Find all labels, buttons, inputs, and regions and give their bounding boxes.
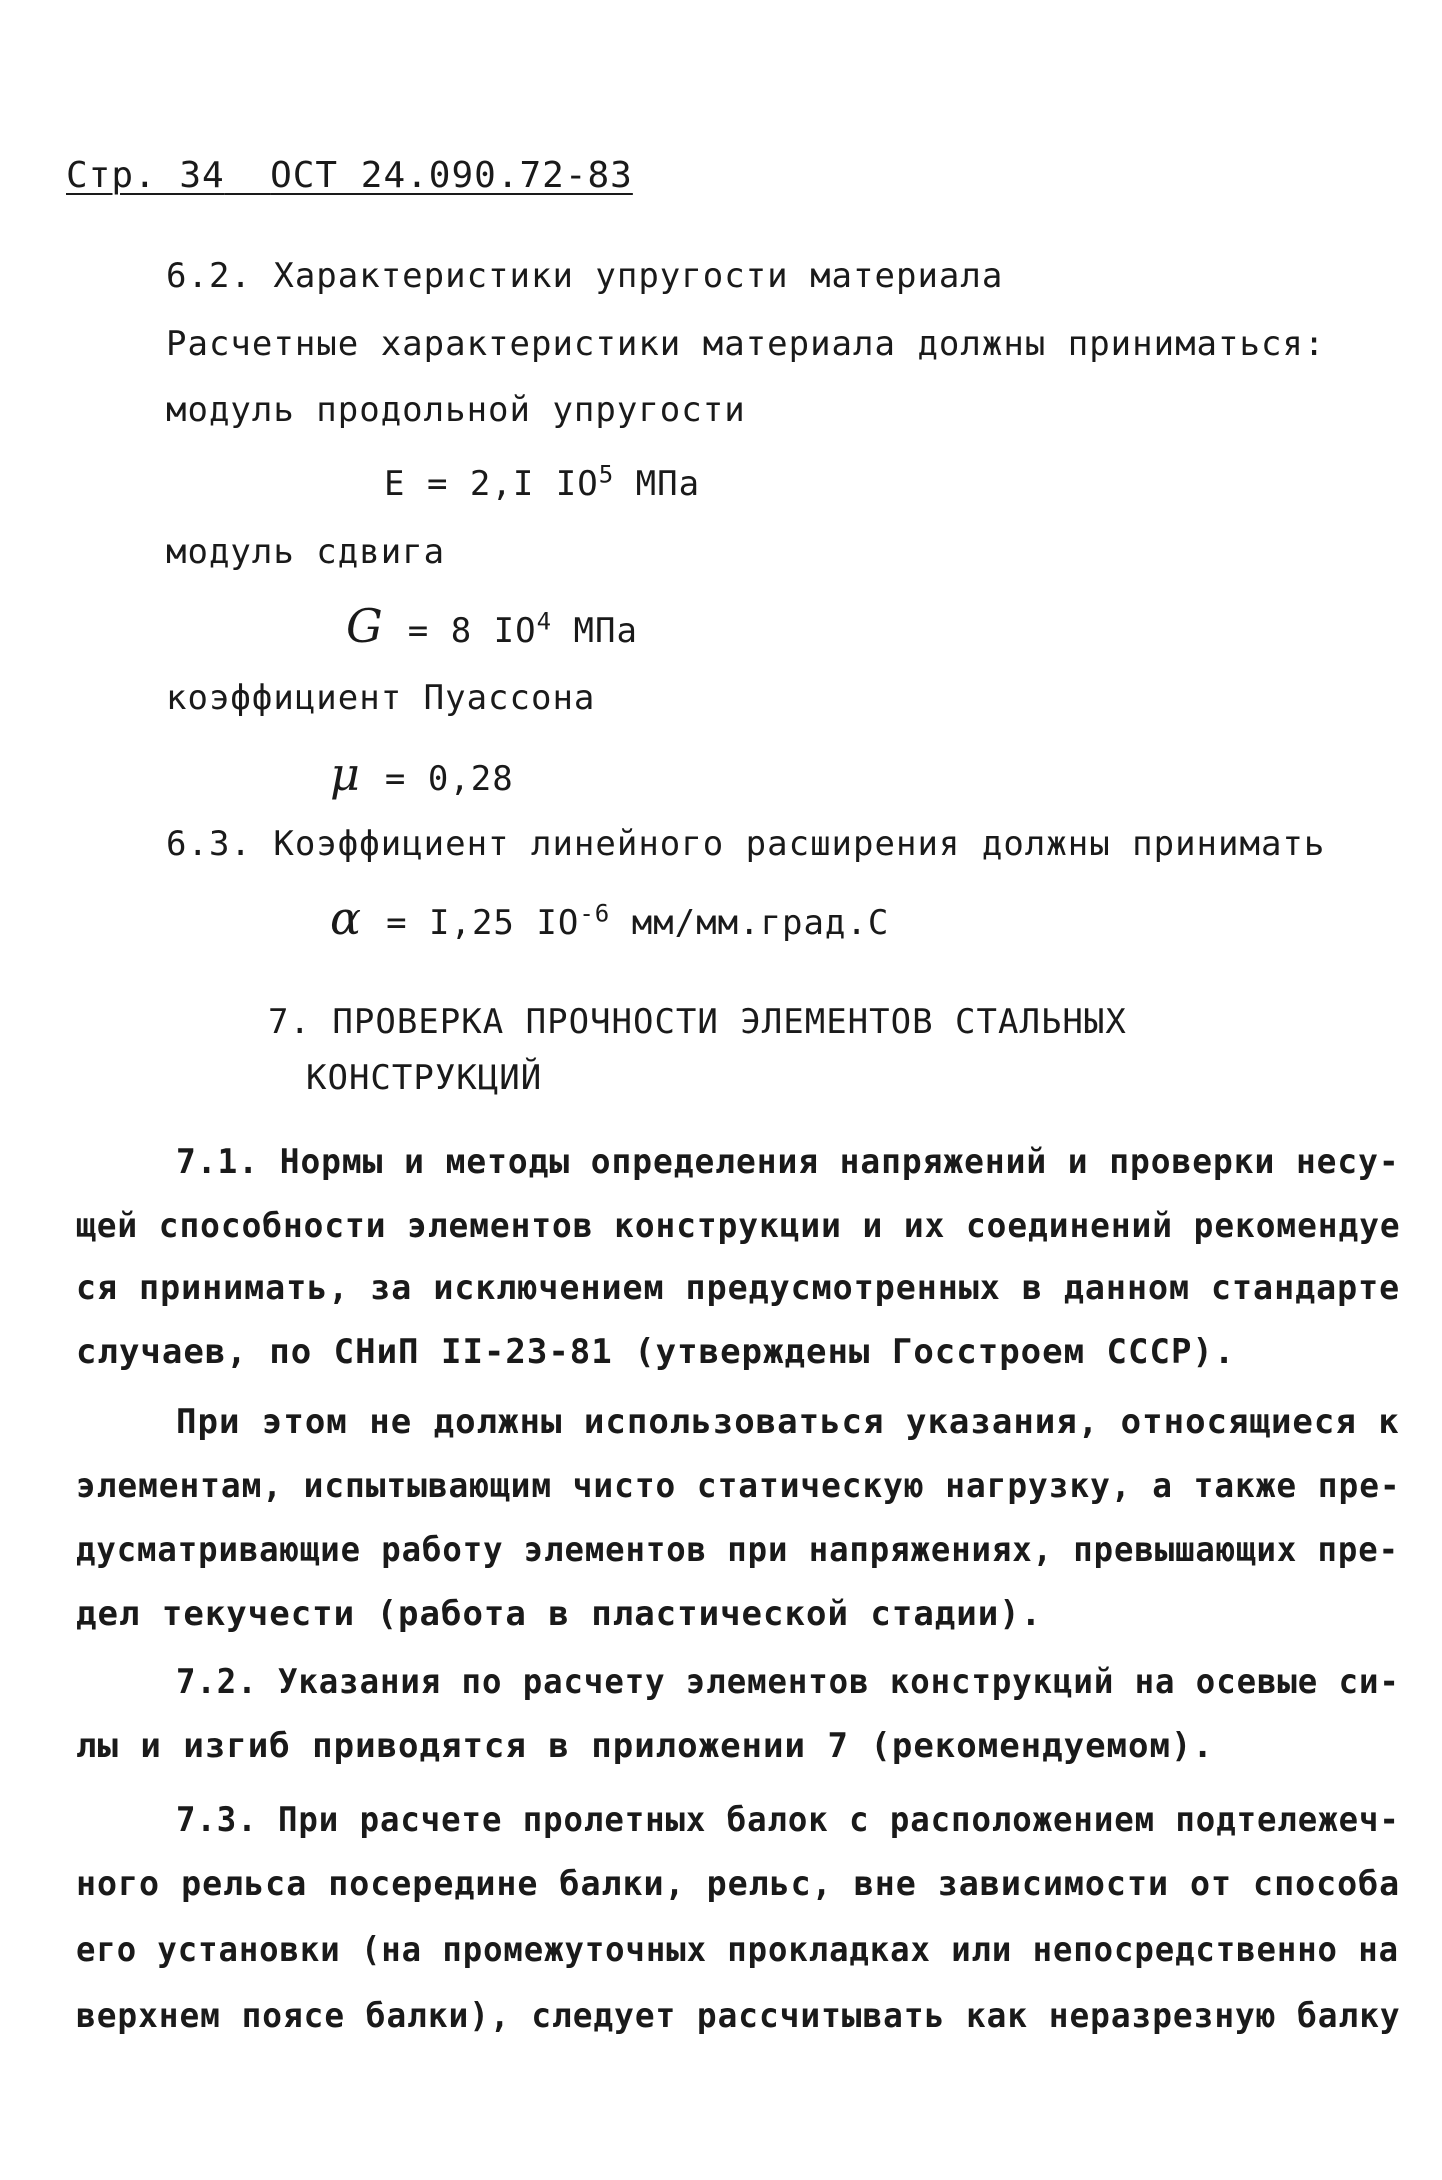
paragraph-7-1b-line: дел текучести (работа в пластической стадии). bbox=[76, 1594, 1043, 1634]
shear-formula: G = 8 $IO^4$ МПа bbox=[346, 599, 638, 653]
section-6-2-intro: Расчетные характеристики материала должны приниматься: bbox=[166, 324, 1326, 364]
expansion-symbol: α bbox=[330, 891, 363, 945]
page-number: Стр. 34 bbox=[66, 155, 225, 196]
paragraph-7-1b-line: При этом не должны использоваться указания, относящиеся к bbox=[176, 1402, 1400, 1442]
paragraph-7-3-line: верхнем поясе балки), следует рассчитывать как неразрезную балку bbox=[76, 1996, 1401, 2036]
paragraph-7-1-line: щей способности элементов конструкции и их соединений рекомендуе bbox=[76, 1206, 1401, 1246]
poisson-formula: μ = 0,28 bbox=[330, 747, 514, 801]
paragraph-7-1-line: случаев, по СНиП II-23-81 (утверждены Госстроем СССР). bbox=[76, 1332, 1236, 1372]
page-header bbox=[66, 154, 633, 198]
section-7-title-line2: КОНСТРУКЦИЙ bbox=[306, 1058, 543, 1098]
paragraph-7-2-line: лы и изгиб приводятся в приложении 7 (рекомендуемом). bbox=[76, 1726, 1214, 1766]
paragraph-7-1b-line: элементам, испытывающим чисто статическую нагрузку, а также пре- bbox=[76, 1466, 1401, 1506]
paragraph-7-3-line: его установки (на промежуточных прокладках или непосредственно на bbox=[76, 1930, 1399, 1970]
section-6-2-title: 6.2. Характеристики упругости материала bbox=[166, 256, 1004, 296]
paragraph-7-2-line: 7.2. Указания по расчету элементов конструкций на осевые си- bbox=[176, 1662, 1400, 1702]
paragraph-7-1b-line: дусматривающие работу элементов при напряжениях, превышающих пре- bbox=[76, 1530, 1399, 1570]
expansion-formula: α = I,25 $IO^{-6}$ мм/мм.град.С bbox=[330, 891, 890, 945]
paragraph-7-1-line: 7.1. Нормы и методы определения напряжений и проверки несу- bbox=[176, 1142, 1400, 1182]
modulus-label: модуль продольной упругости bbox=[166, 390, 746, 430]
shear-label: модуль сдвига bbox=[166, 532, 446, 572]
paragraph-7-3-line: ного рельса посередине балки, рельс, вне зависимости от способа bbox=[76, 1864, 1401, 1904]
modulus-formula: Е = 2,I $IO^5$ МПа bbox=[384, 460, 701, 504]
poisson-symbol: μ bbox=[330, 747, 361, 801]
paragraph-7-3-line: 7.3. При расчете пролетных балок с расположением подтележеч- bbox=[176, 1800, 1400, 1840]
paragraph-7-1-line: ся принимать, за исключением предусмотренных в данном стандарте bbox=[76, 1268, 1401, 1308]
section-6-3-title: 6.3. Коэффициент линейного расширения должны принимать bbox=[166, 824, 1326, 864]
section-7-title-line1: 7. ПРОВЕРКА ПРОЧНОСТИ ЭЛЕМЕНТОВ СТАЛЬНЫХ bbox=[268, 1002, 1127, 1042]
shear-modulus-symbol: G bbox=[346, 599, 384, 653]
standard-number: ОСТ 24.090.72-83 bbox=[270, 155, 633, 196]
poisson-label: коэффициент Пуассона bbox=[166, 678, 596, 718]
